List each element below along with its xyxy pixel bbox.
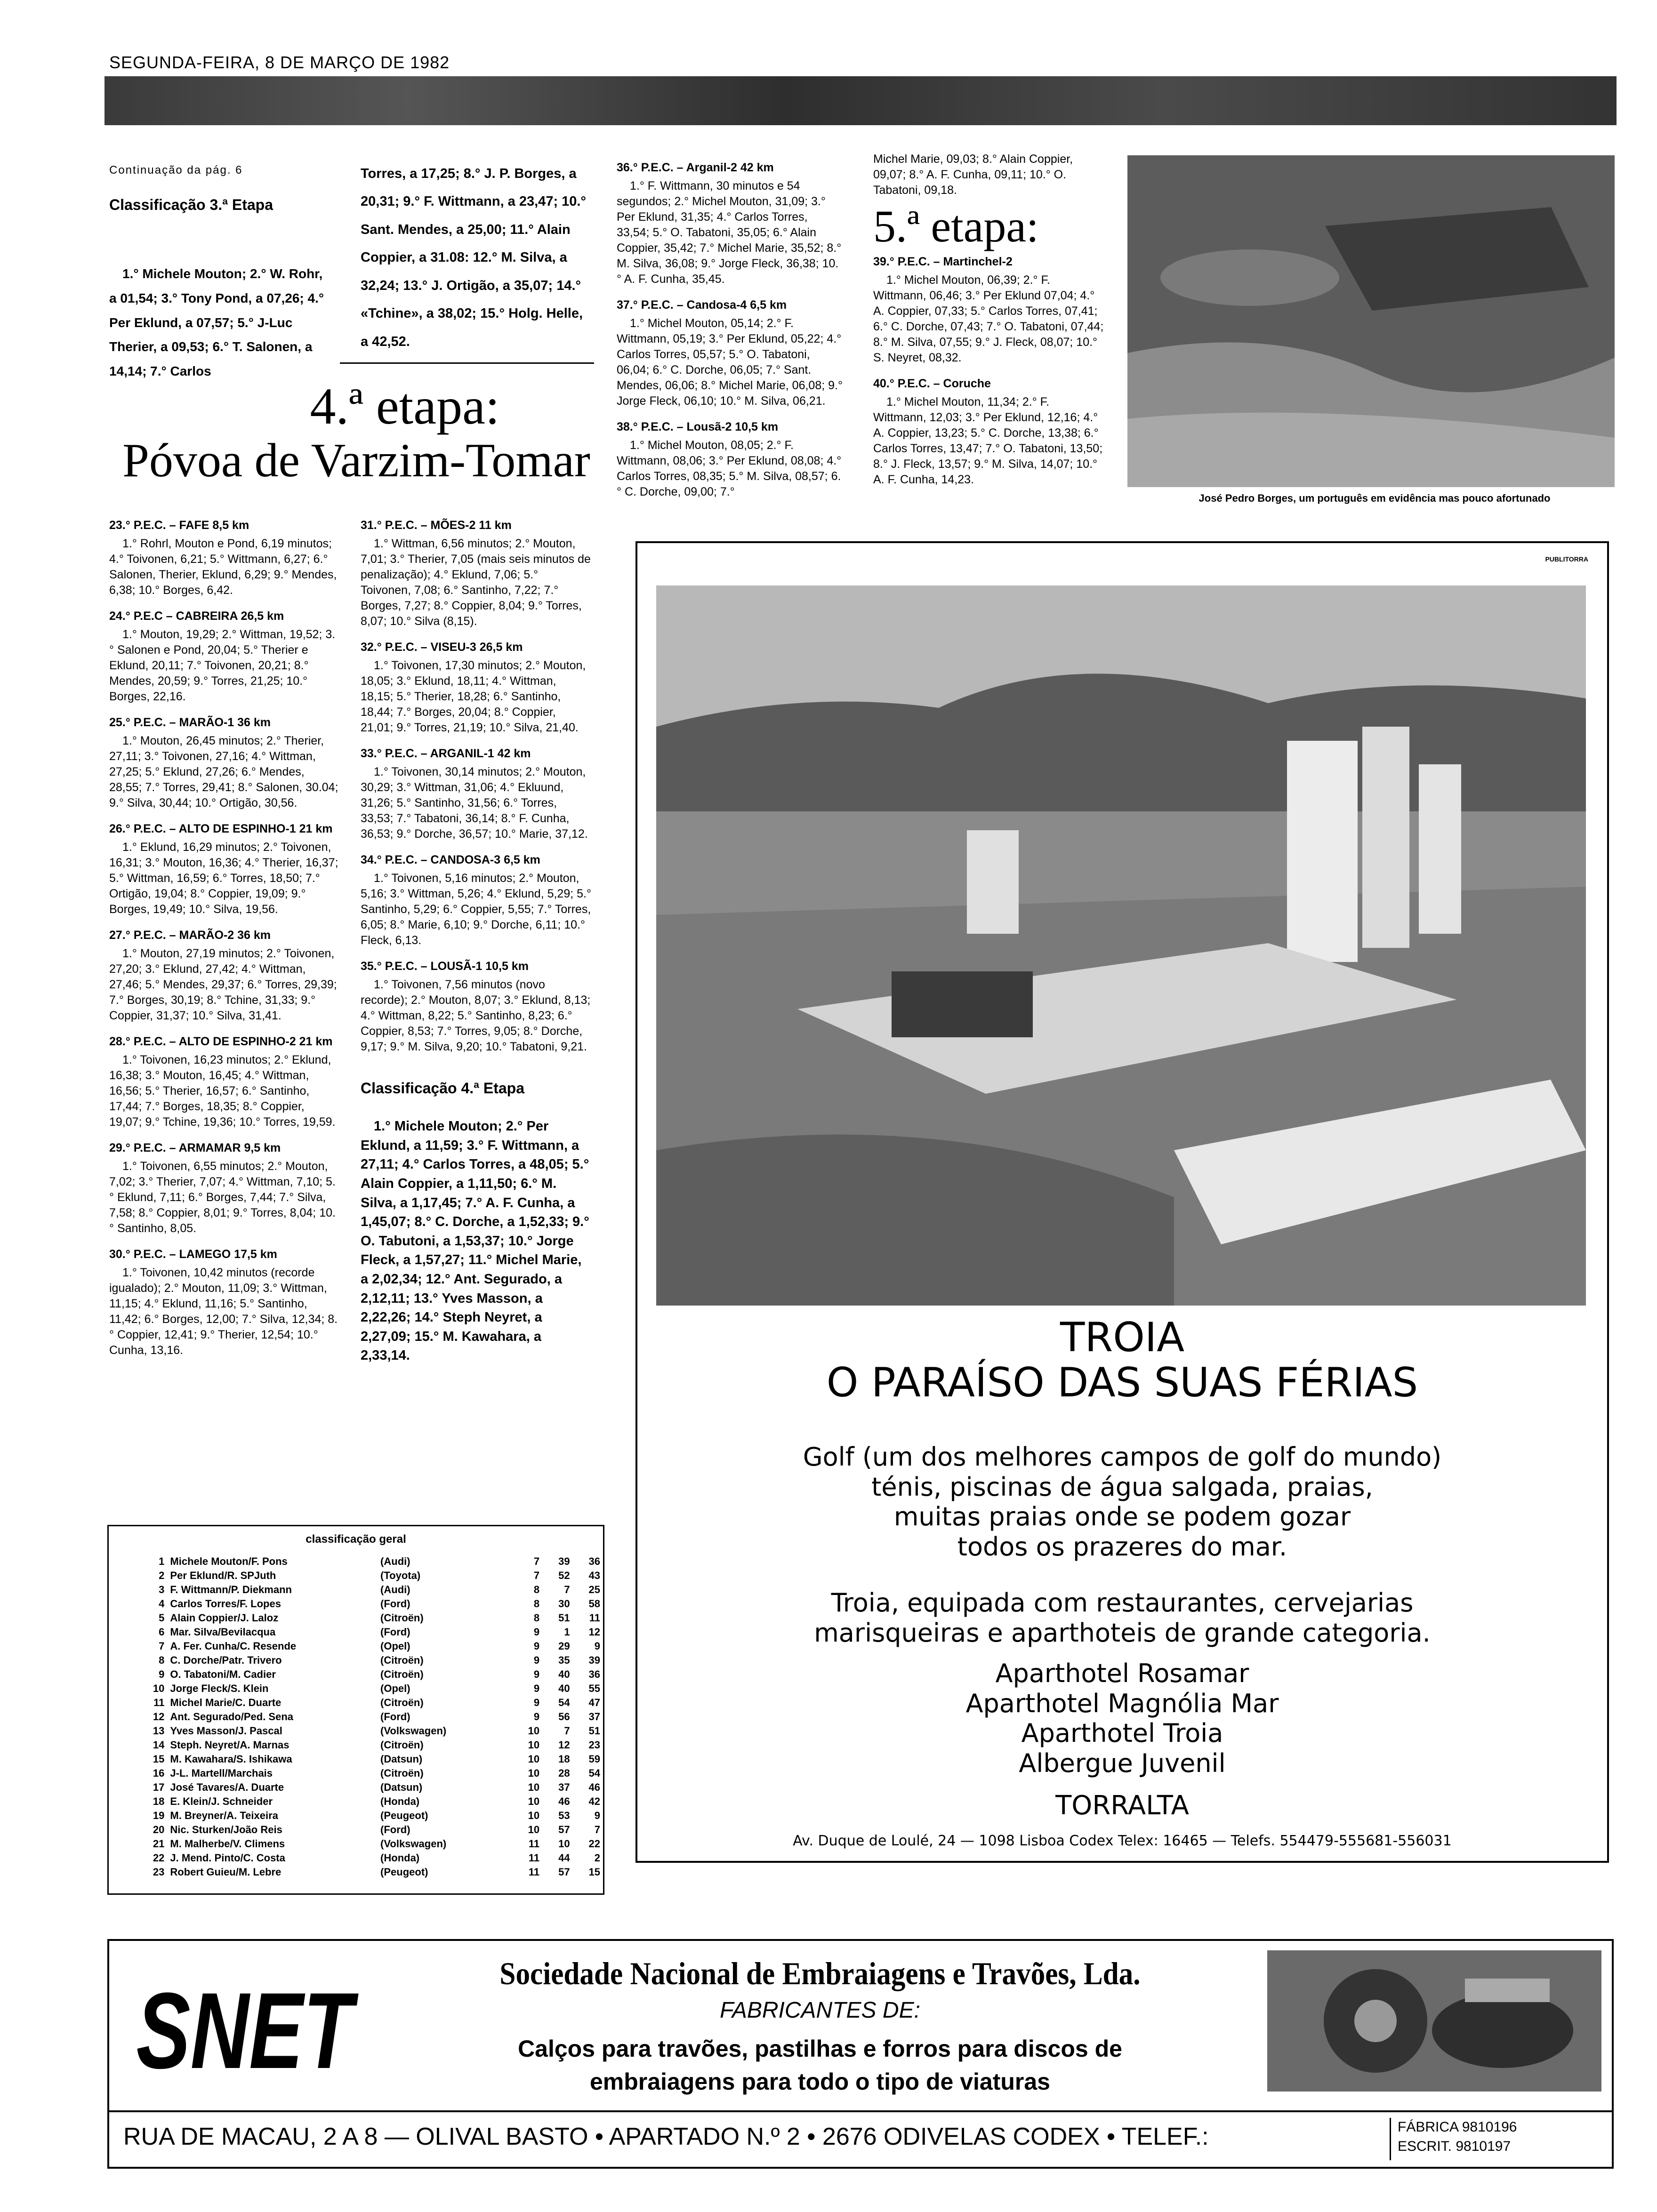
table-row bbox=[137, 1837, 603, 1851]
cell-seconds: 42 bbox=[588, 1795, 600, 1807]
header-banner bbox=[105, 76, 1617, 125]
cell-crew: F. Wittmann/P. Diekmann bbox=[170, 1584, 292, 1595]
snet-products-2: embraiagens para todo o tipo de viaturas bbox=[589, 2068, 1050, 2095]
cell-seconds: 43 bbox=[588, 1570, 600, 1581]
cell-minutes: 29 bbox=[558, 1640, 570, 1652]
cell-car: (Citroën) bbox=[380, 1654, 424, 1666]
stage-results: 1.° Michel Mouton, 08,05; 2.° F. Wittmann, 08,06; 3.° Per Eklund, 08,08; 4.° Carlos Torres, 08,35; 5.° M. Silva, 08,57; 6.° C. Dorche, 09,00; 7.° bbox=[617, 439, 842, 498]
table-row bbox=[137, 1639, 603, 1653]
stage-heading: 38.° P.E.C. – Lousã-2 10,5 km bbox=[617, 420, 779, 433]
cell-car: (Citroën) bbox=[380, 1739, 424, 1751]
stage-results: 1.° Toivonen, 16,23 minutos; 2.° Eklund, 16,38; 3.° Mouton, 16,45; 4.° Wittman, 16,56; 5.° Therier, 16,57; 6.° Santinho, 17,44; 7.° Borges, 18,35; 8.° Coppier, 19,07; 9.° Tchine, 19,36; 10.° Torres, 19,59. bbox=[109, 1053, 336, 1129]
cell-car: (Datsun) bbox=[380, 1753, 423, 1765]
stage-heading: 24.° P.E.C – CABREIRA 26,5 km bbox=[109, 609, 284, 623]
cell-minutes: 56 bbox=[558, 1711, 570, 1723]
stage-heading: 36.° P.E.C. – Arganil-2 42 km bbox=[617, 161, 774, 174]
snet-divider bbox=[109, 2110, 1612, 2112]
factory-phone: FÁBRICA 9810196 bbox=[1398, 2119, 1517, 2135]
cell-hours: 10 bbox=[528, 1767, 540, 1779]
cell-crew: A. Fer. Cunha/C. Resende bbox=[170, 1640, 297, 1652]
cell-crew: Ant. Segurado/Ped. Sena bbox=[170, 1711, 294, 1723]
cell-hours: 8 bbox=[533, 1598, 540, 1610]
class4-text: 1.° Michele Mouton; 2.° Per Eklund, a 11,59; 3.° F. Wittmann, a 27,11; 4.° Carlos Torres, a 48,05; 5.° Alain Coppier, a 1,11,50; 6.° M. Silva, a 1,17,45; 7.° A. F. Cunha, a 1,45,07; 8.° C. Dorche, a 1,52,33; 9.° O. Tabutoni, a 1,53,37; 10.° Jorge Fleck, a 1,57,27; 11.° Michel Marie, a 2,02,34; 12.° Ant. Segurado, a 2,12,11; 13.° Yves Masson, a 2,22,26; 14.° Steph Neyret, a 2,27,09; 15.° M. Kawahara, a 2,33,14. bbox=[361, 1119, 589, 1363]
stage-results: 1.° Wittman, 6,56 minutos; 2.° Mouton, 7,01; 3.° Therier, 7,05 (mais seis minutos de penalização); 4.° Eklund, 7,06; 5.° Toivonen, 7,08; 6.° Santinho, 7,22; 7.° Borges, 7,27; 8.° Coppier, 8,04; 9.° Torres, 8,07; 10.° Silva (8,15). bbox=[361, 537, 591, 628]
cell-minutes: 37 bbox=[558, 1781, 570, 1793]
cell-crew: Jorge Fleck/S. Klein bbox=[170, 1683, 269, 1694]
cell-hours: 10 bbox=[528, 1753, 540, 1765]
cell-rank: 21 bbox=[153, 1838, 165, 1850]
snet-company-name: Sociedade Nacional de Embraiagens e Travões, Lda. bbox=[499, 1956, 1141, 1991]
troia-hotels bbox=[637, 1659, 1607, 1779]
stage-heading: 33.° P.E.C. – ARGANIL-1 42 km bbox=[361, 747, 531, 760]
stage-results: 1.° Rohrl, Mouton e Pond, 6,19 minutos; 4.° Toivonen, 6,21; 5.° Wittmann, 6,27; 6.° Salonen, Therier, Eklund, 6,29; 9.° Mendes, 6,38; 10.° Borges, 6,42. bbox=[109, 537, 337, 597]
stage-heading: 30.° P.E.C. – LAMEGO 17,5 km bbox=[109, 1248, 277, 1261]
stage-results: 1.° Toivonen, 30,14 minutos; 2.° Mouton, 30,29; 3.° Wittman, 31,06; 4.° Ekluund, 31,26; 5.° Santinho, 31,56; 6.° Torres, 33,53; 7.° Tabatoni, 36,14; 8.° F. Cunha, 36,53; 9.° Dorche, 36,57; 10.° Marie, 37,12. bbox=[361, 765, 588, 841]
cell-rank: 9 bbox=[159, 1668, 165, 1680]
cell-rank: 2 bbox=[159, 1570, 165, 1581]
cell-minutes: 52 bbox=[558, 1570, 570, 1581]
cell-car: (Ford) bbox=[380, 1711, 410, 1723]
cell-minutes: 46 bbox=[558, 1795, 570, 1807]
cell-minutes: 10 bbox=[558, 1838, 570, 1850]
column-2 bbox=[361, 160, 587, 361]
cell-minutes: 30 bbox=[558, 1598, 570, 1610]
cell-rank: 11 bbox=[153, 1697, 165, 1708]
cell-seconds: 58 bbox=[588, 1598, 600, 1610]
ad-line: Troia, equipada com restaurantes, cervejarias bbox=[831, 1588, 1414, 1618]
cell-crew: C. Dorche/Patr. Trivero bbox=[170, 1654, 282, 1666]
stage-heading: 35.° P.E.C. – LOUSÃ-1 10,5 km bbox=[361, 960, 529, 973]
cell-car: (Citroën) bbox=[380, 1612, 424, 1624]
hotel-name: Aparthotel Rosamar bbox=[995, 1659, 1249, 1688]
ad-agency-tag: PUBLITORRA bbox=[1545, 555, 1588, 563]
cell-hours: 9 bbox=[533, 1640, 540, 1652]
cell-rank: 5 bbox=[159, 1612, 165, 1624]
cell-seconds: 36 bbox=[588, 1555, 600, 1567]
cell-rank: 12 bbox=[153, 1711, 165, 1723]
ad-line: muitas praias onde se podem gozar bbox=[893, 1502, 1351, 1532]
table-row bbox=[137, 1766, 603, 1780]
stage-heading: 37.° P.E.C. – Candosa-4 6,5 km bbox=[617, 298, 787, 312]
general-classification-table bbox=[137, 1555, 603, 1879]
cell-hours: 9 bbox=[533, 1626, 540, 1638]
cell-crew: Robert Guieu/M. Lebre bbox=[170, 1866, 282, 1878]
cell-minutes: 57 bbox=[558, 1824, 570, 1835]
cell-car: (Honda) bbox=[380, 1852, 420, 1864]
troia-paragraph-2 bbox=[637, 1588, 1607, 1648]
hotel-name: Albergue Juvenil bbox=[1019, 1748, 1226, 1779]
cell-seconds: 39 bbox=[588, 1654, 600, 1666]
table-row bbox=[137, 1667, 603, 1682]
stage-results: 1.° Mouton, 19,29; 2.° Wittman, 19,52; 3.° Salonen e Pond, 20,04; 5.° Therier e Eklund, 20,11; 7.° Toivonen, 20,21; 8.° Mendes, 20,59; 9.° Torres, 21,25; 10.° Borges, 22,16. bbox=[109, 628, 336, 703]
table-row bbox=[137, 1583, 603, 1597]
stage-results: 1.° Toivonen, 10,42 minutos (recorde igualado); 2.° Mouton, 11,09; 3.° Wittman, 11,15; 4.° Eklund, 11,16; 5.° Santinho, 11,42; 6.° Borges, 12,00; 7.° Silva, 12,34; 8.° Coppier, 12,41; 9.° Therier, 12,54; 10.° Cunha, 13,16. bbox=[109, 1266, 338, 1357]
stage-results: 1.° Toivonen, 7,56 minutos (novo recorde); 2.° Mouton, 8,07; 3.° Eklund, 8,13; 4.° Wittman, 8,22; 5.° Santinho, 8,23; 6.° Coppier, 8,53; 7.° Torres, 9,05; 8.° Dorche, 9,17; 9.° M. Silva, 9,20; 10.° Tabatoni, 9,21. bbox=[361, 978, 591, 1053]
cell-car: (Citroën) bbox=[380, 1697, 424, 1708]
hotel-name: Aparthotel Magnólia Mar bbox=[965, 1688, 1279, 1718]
table-row bbox=[137, 1865, 603, 1879]
stage-results: 1.° Michel Mouton, 11,34; 2.° F. Wittmann, 12,03; 3.° Per Eklund, 12,16; 4.° A. Coppier, 13,23; 5.° C. Dorche, 13,38; 6.° Carlos Torres, 13,47; 7.° O. Tabatoni, 13,50; 8.° J. Fleck, 13,57; 9.° M. Silva, 14,07; 10.° A. F. Cunha, 14,23. bbox=[873, 395, 1103, 486]
cell-crew: Per Eklund/R. SPJuth bbox=[170, 1570, 276, 1581]
table-row bbox=[137, 1752, 603, 1766]
stage-heading: 26.° P.E.C. – ALTO DE ESPINHO-1 21 km bbox=[109, 822, 333, 835]
cell-hours: 9 bbox=[533, 1683, 540, 1694]
cell-rank: 15 bbox=[153, 1753, 165, 1765]
cell-crew: Steph. Neyret/A. Marnas bbox=[170, 1739, 290, 1751]
cell-crew: M. Breyner/A. Teixeira bbox=[170, 1810, 278, 1821]
cell-minutes: 1 bbox=[564, 1626, 570, 1638]
cell-crew: M. Malherbe/V. Climens bbox=[170, 1838, 285, 1850]
cell-car: (Ford) bbox=[380, 1598, 410, 1610]
cell-seconds: 7 bbox=[594, 1824, 600, 1835]
class3-text-cont: Torres, a 17,25; 8.° J. P. Borges, a 20,31; 9.° F. Wittmann, a 23,47; 10.° Sant. Mendes, a 25,00; 11.° Alain Coppier, a 31.08: 12.° M. Silva, a 32,24; 13.° J. Ortigão, a 35,07; 14.° «Tchine», a 38,02; 15.° Holg. Helle, a 42,52. bbox=[361, 166, 587, 349]
ad-line: todos os prazeres do mar. bbox=[957, 1532, 1287, 1562]
cell-minutes: 44 bbox=[558, 1852, 570, 1864]
resort-photo-illustration bbox=[656, 585, 1586, 1306]
cell-hours: 10 bbox=[528, 1824, 540, 1835]
cell-seconds: 46 bbox=[588, 1781, 600, 1793]
stage-heading: 28.° P.E.C. – ALTO DE ESPINHO-2 21 km bbox=[109, 1035, 333, 1048]
snet-products-1: Calços para travões, pastilhas e forros para discos de bbox=[518, 2036, 1122, 2062]
snet-advertisement bbox=[107, 1939, 1614, 2169]
troia-paragraph-1 bbox=[637, 1442, 1607, 1562]
cell-crew: Alain Coppier/J. Laloz bbox=[170, 1612, 279, 1624]
ad-line: Golf (um dos melhores campos de golf do mundo) bbox=[803, 1442, 1442, 1472]
cell-rank: 22 bbox=[153, 1852, 165, 1864]
cell-rank: 19 bbox=[153, 1810, 165, 1821]
cell-rank: 4 bbox=[159, 1598, 165, 1610]
stage-results: 1.° Michel Mouton, 06,39; 2.° F. Wittmann, 06,46; 3.° Per Eklund 07,04; 4.° A. Coppier, 07,33; 5.° Carlos Torres, 07,41; 6.° C. Dorche, 07,43; 7.° O. Tabatoni, 07,44; 8.° M. Silva, 07,55; 9.° J. Fleck, 08,07; 10.° S. Neyret, 08,32. bbox=[873, 273, 1104, 364]
rally-car-photo bbox=[1127, 155, 1615, 487]
cell-car: (Citroën) bbox=[380, 1668, 424, 1680]
stage-heading: 31.° P.E.C. – MÕES-2 11 km bbox=[361, 519, 512, 532]
cell-car: (Audi) bbox=[380, 1555, 410, 1567]
cell-rank: 14 bbox=[153, 1739, 165, 1751]
cell-minutes: 40 bbox=[558, 1668, 570, 1680]
cell-crew: Mar. Silva/Bevilacqua bbox=[170, 1626, 276, 1638]
cell-crew: M. Kawahara/S. Ishikawa bbox=[170, 1753, 292, 1765]
cell-hours: 7 bbox=[533, 1555, 540, 1567]
rally-photo bbox=[1127, 155, 1615, 487]
cell-seconds: 9 bbox=[594, 1640, 600, 1652]
stage-heading: 27.° P.E.C. – MARÃO-2 36 km bbox=[109, 929, 271, 942]
stage-results: 1.° Michel Mouton, 05,14; 2.° F. Wittmann, 05,19; 3.° Per Eklund, 05,22; 4.° Carlos Torres, 05,57; 5.° O. Tabatoni, 06,04; 6.° C. Dorche, 06,05; 7.° Sant. Mendes, 06,06; 8.° Michel Marie, 06,08; 9.° Jorge Fleck, 06,10; 10.° M. Silva, 06,21. bbox=[617, 317, 843, 408]
torralta-brand: TORRALTA bbox=[1055, 1790, 1189, 1821]
troia-slogan: O PARAÍSO DAS SUAS FÉRIAS bbox=[826, 1359, 1418, 1406]
cell-hours: 9 bbox=[533, 1697, 540, 1708]
cell-hours: 9 bbox=[533, 1654, 540, 1666]
brake-parts-illustration bbox=[1267, 1950, 1601, 2092]
table-row bbox=[137, 1795, 603, 1809]
table-row bbox=[137, 1653, 603, 1667]
table-row bbox=[137, 1597, 603, 1611]
ad-line: ténis, piscinas de água salgada, praias, bbox=[871, 1472, 1373, 1502]
snet-logo-text: SNET bbox=[136, 1970, 353, 2092]
cell-car: (Ford) bbox=[380, 1824, 410, 1835]
cell-crew: J. Mend. Pinto/C. Costa bbox=[170, 1852, 285, 1864]
snet-subtitle: FABRICANTES DE: bbox=[720, 1998, 920, 2023]
cell-hours: 10 bbox=[528, 1781, 540, 1793]
cell-seconds: 54 bbox=[588, 1767, 600, 1779]
stage-results: 1.° Toivonen, 5,16 minutos; 2.° Mouton, 5,16; 3.° Wittman, 5,26; 4.° Eklund, 5,29; 5.° Santinho, 5,29; 6.° Coppier, 5,55; 7.° Torres, 6,05; 8.° Marie, 6,10; 9.° Dorche, 6,11; 10.° Fleck, 6,13. bbox=[361, 872, 591, 947]
cell-hours: 11 bbox=[528, 1852, 540, 1864]
stage-results: 1.° Toivonen, 17,30 minutos; 2.° Mouton, 18,05; 3.° Eklund, 18,11; 4.° Wittman, 18,15; 5.° Therier, 18,28; 6.° Santinho, 18,44; 7.° Borges, 20,04; 8.° Coppier, 21,01; 9.° Torres, 21,19; 10.° Silva, 21,40. bbox=[361, 659, 586, 734]
cell-hours: 10 bbox=[528, 1810, 540, 1821]
table-row bbox=[137, 1555, 603, 1569]
snet-product-photo bbox=[1267, 1950, 1601, 2092]
cell-car: (Peugeot) bbox=[380, 1810, 428, 1821]
stage-results: 1.° Mouton, 26,45 minutos; 2.° Therier, 27,11; 3.° Toivonen, 27,16; 4.° Wittman, 27,25; 5.° Eklund, 27,26; 6.° Mendes, 28,55; 7.° Torres, 29,41; 8.° Salonen, 30.04; 9.° Silva, 30,44; 10.° Ortigão, 30,56. bbox=[109, 734, 338, 809]
cell-crew: Carlos Torres/F. Lopes bbox=[170, 1598, 281, 1610]
cell-car: (Peugeot) bbox=[380, 1866, 428, 1878]
stage-heading: 34.° P.E.C. – CANDOSA-3 6,5 km bbox=[361, 853, 540, 866]
cell-car: (Opel) bbox=[380, 1640, 410, 1652]
stage4-title: 4.ª etapa: bbox=[310, 377, 500, 435]
cell-hours: 10 bbox=[528, 1795, 540, 1807]
torralta-address: Av. Duque de Loulé, 24 — 1098 Lisboa Codex Telex: 16465 — Telefs. 554479-555681-556031 bbox=[793, 1833, 1452, 1849]
cell-minutes: 28 bbox=[558, 1767, 570, 1779]
table-row bbox=[137, 1724, 603, 1738]
cell-seconds: 36 bbox=[588, 1668, 600, 1680]
cell-crew: Nic. Sturken/João Reis bbox=[170, 1824, 282, 1835]
stage5-title: 5.ª etapa: bbox=[873, 201, 1039, 251]
cell-rank: 18 bbox=[153, 1795, 165, 1807]
table-row bbox=[137, 1682, 603, 1696]
snet-phones bbox=[1390, 2118, 1605, 2160]
cell-rank: 3 bbox=[159, 1584, 165, 1595]
cell-crew: Michel Marie/C. Duarte bbox=[170, 1697, 282, 1708]
snet-logo bbox=[136, 1969, 353, 2092]
cell-car: (Ford) bbox=[380, 1626, 410, 1638]
column-4 bbox=[873, 152, 1104, 492]
stage-results: 1.° Mouton, 27,19 minutos; 2.° Toivonen, 27,20; 3.° Eklund, 27,42; 4.° Wittman, 27,46; 5.° Mendes, 29,37; 6.° Torres, 29,39; 7.° Borges, 30,19; 8.° Tchine, 31,33; 9.° Coppier, 31,37; 10.° Silva, 31,41. bbox=[109, 947, 337, 1022]
cell-seconds: 12 bbox=[588, 1626, 600, 1638]
office-phone: ESCRIT. 9810197 bbox=[1398, 2138, 1511, 2154]
class3-heading: Classificação 3.ª Etapa bbox=[109, 196, 273, 213]
cell-minutes: 40 bbox=[558, 1683, 570, 1694]
cell-car: (Toyota) bbox=[380, 1570, 421, 1581]
stage-heading: 32.° P.E.C. – VISEU-3 26,5 km bbox=[361, 641, 523, 654]
table-row bbox=[137, 1569, 603, 1583]
table-row bbox=[137, 1611, 603, 1625]
stage4-right-column bbox=[361, 518, 591, 1370]
cell-seconds: 37 bbox=[588, 1711, 600, 1723]
table-row bbox=[137, 1823, 603, 1837]
stage4-left-column bbox=[109, 518, 340, 1363]
cell-seconds: 51 bbox=[588, 1725, 600, 1737]
troia-advertisement bbox=[635, 541, 1609, 1863]
stage-heading: 40.° P.E.C. – Coruche bbox=[873, 377, 991, 390]
table-row bbox=[137, 1851, 603, 1865]
table-row bbox=[137, 1625, 603, 1639]
cell-rank: 16 bbox=[153, 1767, 165, 1779]
column-1 bbox=[109, 163, 330, 388]
stage-heading: 29.° P.E.C. – ARMAMAR 9,5 km bbox=[109, 1141, 281, 1154]
cell-hours: 10 bbox=[528, 1739, 540, 1751]
cell-car: (Citroën) bbox=[380, 1767, 424, 1779]
stage-heading: 23.° P.E.C. – FAFE 8,5 km bbox=[109, 519, 249, 532]
cell-hours: 9 bbox=[533, 1711, 540, 1723]
cell-seconds: 2 bbox=[594, 1852, 600, 1864]
class4-heading: Classificação 4.ª Etapa bbox=[361, 1080, 525, 1097]
cell-hours: 11 bbox=[528, 1866, 540, 1878]
cell-seconds: 59 bbox=[588, 1753, 600, 1765]
troia-resort-photo bbox=[656, 585, 1586, 1306]
class3-text: 1.° Michele Mouton; 2.° W. Rohr, a 01,54; 3.° Tony Pond, a 07,26; 4.° Per Eklund, a 07,57; 5.° J-Luc Therier, a 09,53; 6.° T. Salonen, a 14,14; 7.° Carlos bbox=[109, 266, 324, 379]
cell-minutes: 12 bbox=[558, 1739, 570, 1751]
troia-title: TROIA bbox=[1060, 1314, 1185, 1361]
continuation-note: Continuação da pág. 6 bbox=[109, 164, 243, 176]
cell-hours: 8 bbox=[533, 1612, 540, 1624]
cell-rank: 1 bbox=[159, 1555, 165, 1567]
table-row bbox=[137, 1696, 603, 1710]
photo-caption: José Pedro Borges, um português em evidência mas pouco afortunado bbox=[1199, 492, 1551, 504]
cell-rank: 20 bbox=[153, 1824, 165, 1835]
stage-heading: 39.° P.E.C. – Martinchel-2 bbox=[873, 255, 1013, 268]
cell-rank: 17 bbox=[153, 1781, 165, 1793]
cell-car: (Volkswagen) bbox=[380, 1725, 447, 1737]
cell-rank: 8 bbox=[159, 1654, 165, 1666]
cell-seconds: 9 bbox=[594, 1810, 600, 1821]
general-classification-title: classificação geral bbox=[306, 1533, 406, 1546]
cell-car: (Opel) bbox=[380, 1683, 410, 1694]
cell-hours: 10 bbox=[528, 1725, 540, 1737]
cell-car: (Audi) bbox=[380, 1584, 410, 1595]
cell-hours: 8 bbox=[533, 1584, 540, 1595]
cell-crew: Yves Masson/J. Pascal bbox=[170, 1725, 282, 1737]
cell-rank: 13 bbox=[153, 1725, 165, 1737]
cell-rank: 7 bbox=[159, 1640, 165, 1652]
stage-heading: 25.° P.E.C. – MARÃO-1 36 km bbox=[109, 716, 271, 729]
column-3 bbox=[617, 160, 843, 505]
cell-hours: 11 bbox=[528, 1838, 540, 1850]
cell-seconds: 47 bbox=[588, 1697, 600, 1708]
cell-seconds: 22 bbox=[588, 1838, 600, 1850]
stage-results: Michel Marie, 09,03; 8.° Alain Coppier, 09,07; 8.° A. F. Cunha, 09,11; 10.° O. Tabatoni, 09,18. bbox=[873, 152, 1073, 197]
cell-car: (Honda) bbox=[380, 1795, 420, 1807]
general-classification-box bbox=[107, 1525, 604, 1895]
cell-seconds: 55 bbox=[588, 1683, 600, 1694]
cell-minutes: 39 bbox=[558, 1555, 570, 1567]
hotel-name: Aparthotel Troia bbox=[1021, 1718, 1223, 1748]
stage-results: 1.° F. Wittmann, 30 minutos e 54 segundos; 2.° Michel Mouton, 31,09; 3.° Per Eklund, 31,35; 4.° Carlos Torres, 33,54; 5.° O. Tabatoni, 35,05; 6.° Alain Coppier, 35,42; 7.° Michel Marie, 35,52; 8.° M. Silva, 36,08; 9.° Jorge Fleck, 36,38; 10.° A. F. Cunha, 35,45. bbox=[617, 179, 842, 286]
cell-minutes: 51 bbox=[558, 1612, 570, 1624]
cell-crew: J-L. Martell/Marchais bbox=[170, 1767, 273, 1779]
cell-seconds: 11 bbox=[589, 1612, 600, 1624]
stage-results: 1.° Toivonen, 6,55 minutos; 2.° Mouton, 7,02; 3.° Therier, 7,07; 4.° Wittman, 7,10; 5.° Eklund, 7,11; 6.° Borges, 7,44; 7.° Silva, 7,58; 8.° Coppier, 8,01; 9.° Torres, 8,04; 10.° Santinho, 8,05. bbox=[109, 1160, 336, 1235]
cell-crew: Michele Mouton/F. Pons bbox=[170, 1555, 288, 1567]
cell-minutes: 18 bbox=[558, 1753, 570, 1765]
table-row bbox=[137, 1710, 603, 1724]
table-row bbox=[137, 1738, 603, 1752]
divider bbox=[340, 362, 594, 364]
cell-crew: José Tavares/A. Duarte bbox=[170, 1781, 284, 1793]
cell-minutes: 53 bbox=[558, 1810, 570, 1821]
cell-minutes: 7 bbox=[564, 1584, 570, 1595]
cell-car: (Datsun) bbox=[380, 1781, 423, 1793]
cell-rank: 10 bbox=[153, 1683, 165, 1694]
cell-minutes: 54 bbox=[558, 1697, 570, 1708]
snet-address: RUA DE MACAU, 2 A 8 — OLIVAL BASTO • APARTADO N.º 2 • 2676 ODIVELAS CODEX • TELEF.: bbox=[123, 2123, 1209, 2150]
table-row bbox=[137, 1780, 603, 1795]
cell-minutes: 35 bbox=[558, 1654, 570, 1666]
cell-seconds: 23 bbox=[588, 1739, 600, 1751]
table-row bbox=[137, 1809, 603, 1823]
cell-seconds: 15 bbox=[588, 1866, 600, 1878]
cell-seconds: 25 bbox=[588, 1584, 600, 1595]
cell-crew: O. Tabatoni/M. Cadier bbox=[170, 1668, 276, 1680]
cell-rank: 23 bbox=[153, 1866, 165, 1878]
cell-crew: E. Klein/J. Schneider bbox=[170, 1795, 273, 1807]
stage-results: 1.° Eklund, 16,29 minutos; 2.° Toivonen, 16,31; 3.° Mouton, 16,36; 4.° Therier, 16,37; 5.° Wittman, 16,59; 6.° Torres, 18,50; 7.° Ortigão, 19,04; 8.° Coppier, 19,09; 9.° Borges, 19,49; 10.° Silva, 19,56. bbox=[109, 841, 338, 916]
cell-hours: 9 bbox=[533, 1668, 540, 1680]
cell-minutes: 7 bbox=[564, 1725, 570, 1737]
cell-rank: 6 bbox=[159, 1626, 165, 1638]
cell-car: (Volkswagen) bbox=[380, 1838, 447, 1850]
stage4-route: Póvoa de Varzim-Tomar bbox=[122, 434, 590, 487]
cell-minutes: 57 bbox=[558, 1866, 570, 1878]
ad-line: marisqueiras e aparthoteis de grande categoria. bbox=[814, 1618, 1431, 1648]
dateline: SEGUNDA-FEIRA, 8 DE MARÇO DE 1982 bbox=[109, 53, 450, 72]
cell-hours: 7 bbox=[533, 1570, 540, 1581]
